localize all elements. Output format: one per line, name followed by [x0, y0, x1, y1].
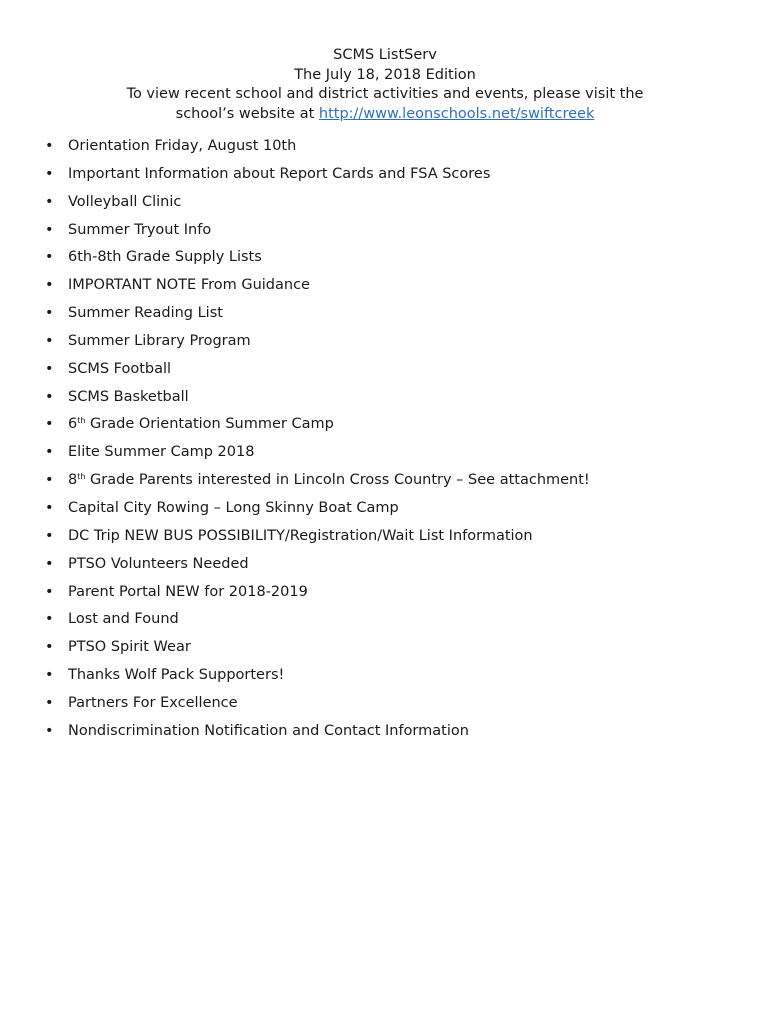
bullet-icon: • [45, 555, 54, 572]
list-item [0, 527, 770, 555]
bullet-icon: • [45, 221, 54, 238]
list-item [0, 360, 770, 388]
list-item-text: PTSO Volunteers Needed [68, 555, 249, 572]
grade-number: 8 [68, 472, 78, 489]
bullet-icon: • [45, 611, 54, 628]
bullet-icon: • [45, 193, 54, 210]
list-item [0, 583, 770, 611]
list-item [0, 499, 770, 527]
list-item-text: Summer Tryout Info [68, 221, 212, 238]
list-item-text: SCMS Football [68, 360, 172, 377]
list-item [0, 304, 770, 332]
bullet-icon: • [45, 527, 54, 544]
bullet-icon: • [45, 332, 54, 349]
list-item-text: IMPORTANT NOTE From Guidance [68, 277, 310, 294]
ordinal-suffix: th [77, 472, 86, 482]
website-line [0, 105, 770, 125]
bullet-icon: • [45, 472, 54, 489]
list-item [0, 638, 770, 666]
list-item [0, 555, 770, 583]
list-item-text: Summer Reading List [68, 305, 223, 322]
bullet-icon: • [45, 305, 54, 322]
list-item [0, 165, 770, 193]
website-prefix: school’s website at [175, 105, 319, 122]
list-item [0, 388, 770, 416]
list-item [0, 137, 770, 165]
list-item [0, 610, 770, 638]
list-item-rest: Grade Orientation Summer Camp [85, 416, 334, 433]
bullet-icon: • [45, 583, 54, 600]
list-item-text: Orientation Friday, August 10th [68, 138, 297, 154]
bullet-icon: • [45, 165, 54, 182]
ordinal-suffix: th [77, 416, 86, 426]
bullet-icon: • [45, 388, 54, 405]
bullet-icon: • [45, 444, 54, 461]
list-item [0, 722, 770, 750]
list-item-text: Lost and Found [68, 611, 179, 628]
list-item [0, 332, 770, 360]
list-item [0, 248, 770, 276]
bullet-icon: • [45, 499, 54, 516]
list-item-rest: Grade Parents interested in Lincoln Cross Country – See attachment! [85, 472, 590, 489]
grade-number: 6 [68, 416, 78, 433]
list-item-text: PTSO Spirit Wear [68, 639, 191, 656]
bullet-icon: • [45, 694, 54, 711]
list-item-text: Nondiscrimination Notification and Contact Information [68, 722, 469, 739]
list-item-text: Parent Portal NEW for 2018-2019 [68, 583, 308, 600]
list-item-text: DC Trip NEW BUS POSSIBILITY/Registration/Wait List Information [68, 527, 533, 544]
list-item [0, 193, 770, 221]
bullet-icon: • [45, 639, 54, 656]
school-website-link[interactable]: http://www.leonschools.net/swiftcreek [318, 105, 595, 122]
list-item [0, 415, 770, 443]
bullet-icon: • [45, 360, 54, 377]
list-item-text [68, 415, 334, 433]
list-item-text [68, 471, 590, 489]
newsletter-header [0, 46, 770, 124]
list-item [0, 666, 770, 694]
bullet-icon: • [45, 138, 54, 154]
list-item [0, 443, 770, 471]
list-item [0, 276, 770, 304]
list-item-text: Partners For Excellence [68, 694, 238, 711]
newsletter-title: SCMS ListServ [333, 47, 437, 63]
list-item-text: Elite Summer Camp 2018 [68, 444, 255, 461]
bullet-icon: • [45, 722, 54, 739]
list-item-text: Thanks Wolf Pack Supporters! [68, 667, 285, 684]
list-item-text: SCMS Basketball [68, 388, 189, 405]
list-item-text: Volleyball Clinic [68, 193, 182, 210]
bullet-icon: • [45, 249, 54, 266]
list-item-text: Important Information about Report Cards and FSA Scores [68, 165, 491, 182]
bullet-icon: • [45, 667, 54, 684]
edition-date: The July 18, 2018 Edition [294, 66, 476, 83]
bullet-icon: • [45, 277, 54, 294]
list-item [0, 221, 770, 249]
bullet-icon: • [45, 416, 54, 433]
list-item-text: Summer Library Program [68, 332, 251, 349]
list-item [0, 694, 770, 722]
intro-text: To view recent school and district activities and events, please visit the [126, 86, 644, 102]
list-item-text: 6th-8th Grade Supply Lists [68, 249, 262, 266]
list-item [0, 471, 770, 499]
list-item-text: Capital City Rowing – Long Skinny Boat Camp [68, 499, 399, 516]
topic-list [0, 137, 770, 750]
